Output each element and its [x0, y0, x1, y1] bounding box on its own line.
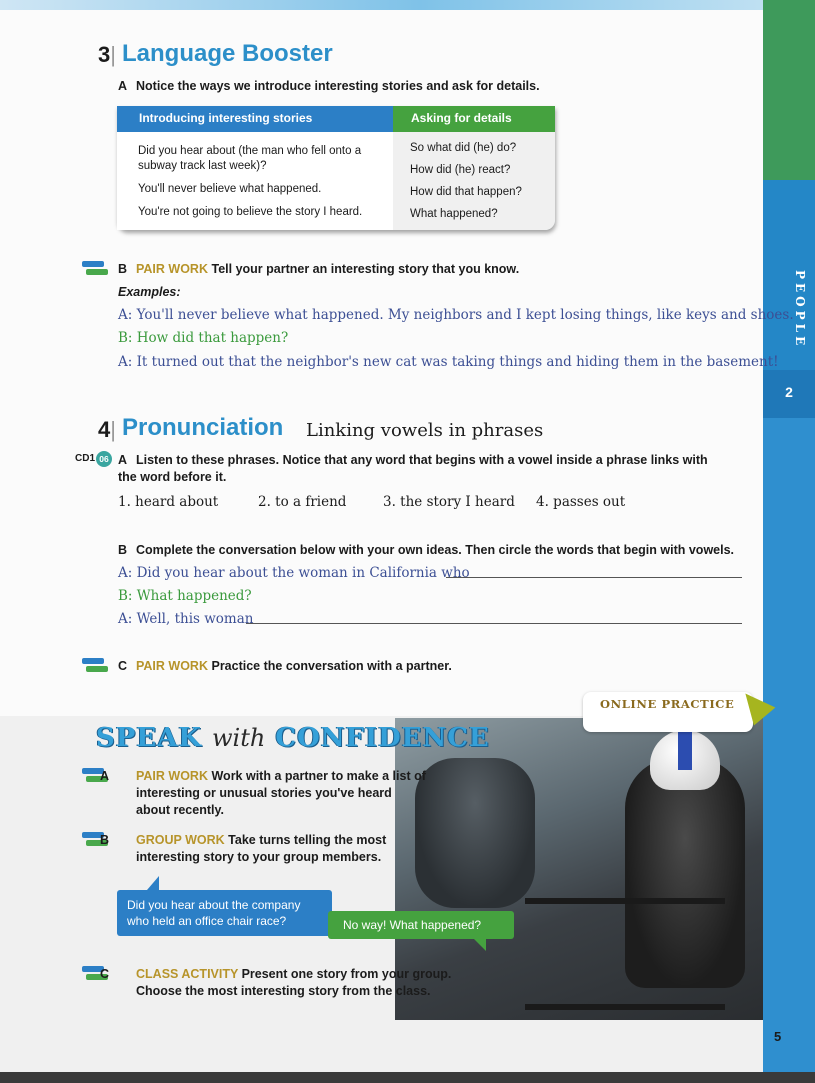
pair-work-icon	[82, 658, 108, 674]
table-cell: What happened?	[410, 208, 498, 220]
example-line: A: It turned out that the neighbor's new cat was taking things and hiding them in the basement!	[118, 354, 779, 370]
pair-work-icon	[82, 261, 108, 277]
table-cell: How did that happen?	[410, 186, 522, 198]
phrase-item: 3. the story I heard	[383, 494, 515, 510]
online-practice-tab[interactable]: ONLINE PRACTICE	[583, 692, 753, 732]
phrase-item: 1. heard about	[118, 494, 219, 510]
speak-title: SPEAK with CONFIDENCE	[96, 723, 490, 753]
section-title: Pronunciation	[122, 414, 284, 441]
conversation-line: A: Well, this woman	[118, 611, 254, 627]
instruction-a: A Listen to these phrases. Notice that any word that begins with a vowel inside a phrase links with the word before it.	[118, 453, 708, 484]
instruction-c: C CLASS ACTIVITY Present one story from your group. Choose the most interesting story from the class.	[100, 967, 452, 998]
answer-blank[interactable]	[446, 577, 742, 578]
table-cell: You'll never believe what happened.	[138, 183, 322, 195]
example-line: B: How did that happen?	[118, 330, 289, 346]
table-cell: Did you hear about (the man who fell onto a subway track last week)?	[138, 145, 362, 172]
phrase-item: 4. passes out	[536, 494, 626, 510]
top-decorative-band	[0, 0, 763, 10]
section-number: 4|	[98, 417, 116, 442]
section-title: Language Booster	[122, 40, 333, 67]
instruction-b: B Complete the conversation below with your own ideas. Then circle the words that begin with vowels.	[118, 543, 735, 557]
examples-label: Examples:	[118, 285, 181, 299]
speech-bubble-reply: No way! What happened?	[328, 911, 514, 939]
phrase-item: 2. to a friend	[258, 494, 347, 510]
table-cell: So what did (he) do?	[410, 142, 517, 154]
section-number: 3|	[98, 42, 116, 67]
chapter-sidebar	[763, 0, 815, 1083]
section-subtitle: Linking vowels in phrases	[306, 420, 544, 441]
bottom-edge	[0, 1072, 815, 1083]
table-cell: How did (he) react?	[410, 164, 511, 176]
table-header-introducing: Introducing interesting stories	[117, 106, 393, 132]
sidebar-unit-number: 2	[785, 384, 793, 400]
cd-track-icon[interactable]: 06	[96, 451, 112, 467]
phrases-table	[117, 106, 555, 230]
instruction-b: B GROUP WORK Take turns telling the most interesting story to your group members.	[100, 833, 387, 864]
instruction-a: A Notice the ways we introduce interesting stories and ask for details.	[118, 79, 540, 93]
conversation-line: A: Did you hear about the woman in California who	[118, 565, 470, 581]
table-header-asking: Asking for details	[393, 106, 555, 132]
page-number: 5	[774, 1029, 782, 1044]
conversation-line: B: What happened?	[118, 588, 252, 604]
instruction-c: C PAIR WORK Practice the conversation with a partner.	[118, 659, 452, 673]
answer-blank[interactable]	[246, 623, 742, 624]
speech-bubble-question: Did you hear about the company who held an office chair race?	[117, 890, 332, 936]
instruction-b: B PAIR WORK Tell your partner an interesting story that you know.	[118, 262, 520, 276]
cd-label: CD1	[75, 453, 96, 464]
example-line: A: You'll never believe what happened. My neighbors and I kept losing things, like keys and shoes.	[118, 307, 794, 323]
table-cell: You're not going to believe the story I heard.	[138, 206, 363, 218]
sidebar-unit-label: PEOPLE	[793, 270, 807, 350]
instruction-a: A PAIR WORK Work with a partner to make a list of interesting or unusual stories you've heard about recently.	[100, 769, 426, 817]
